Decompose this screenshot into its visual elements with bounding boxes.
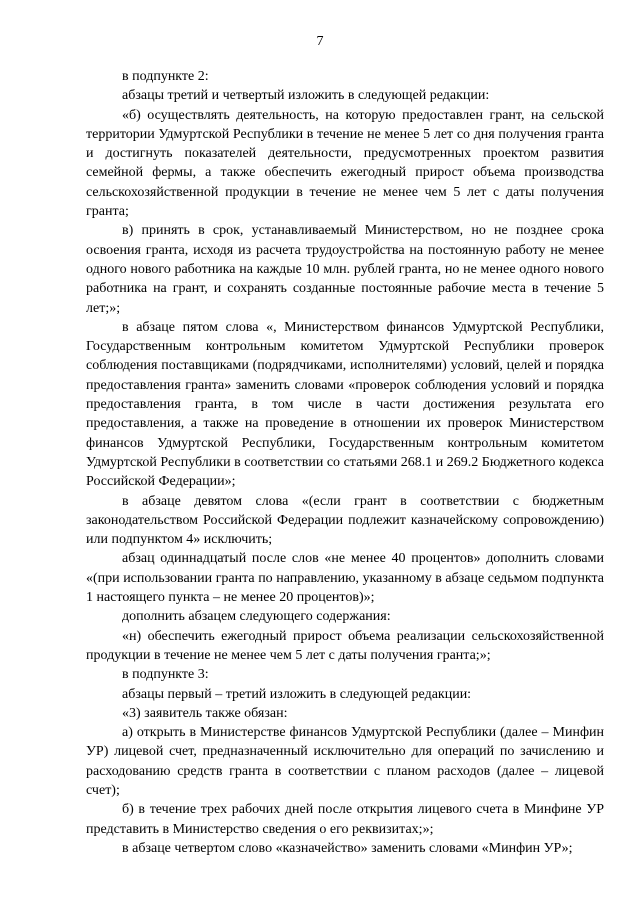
paragraph-1: в подпункте 2:	[122, 69, 209, 84]
paragraph-4: в) принять в срок, устанавливаемый Министерством, но не позднее срока освоения гранта, исходя из расчета трудоустройства на постоянную работу не менее одного нового работника на каждые 10 млн. рублей гранта, но не менее одного нового работника на грант, и сохранять созданные постоянные рабочие места в течение 5 лет;»;	[86, 223, 604, 316]
paragraph-12: «3) заявитель также обязан:	[122, 705, 288, 721]
paragraph-15: в абзаце четвертом слово «казначейство» заменить словами «Минфин УР»;	[122, 840, 573, 856]
paragraph-13: а) открыть в Министерстве финансов Удмуртской Республики (далее – Минфин УР) лицевой счет, предназначенный исключительно для операций по зачислению и расходованию средств гранта в соответствии с планом расходов (далее – лицевой счет);	[86, 725, 604, 798]
paragraph-3: «б) осуществлять деятельность, на которую предоставлен грант, на сельской территории Удмуртской Республики в течение не менее 5 лет со дня получения гранта и достигнуть показателей деятельности, предусмотренных проектом развития семейной фермы, а также обеспечить ежегодный прирост объема производства сельскохозяйственной продукции в течение не менее чем 5 лет с даты получения гранта;	[86, 107, 604, 220]
paragraph-14: б) в течение трех рабочих дней после открытия лицевого счета в Минфине УР представить в Министерство сведения о его реквизитах;»;	[86, 802, 604, 837]
document-body	[86, 67, 604, 858]
paragraph-5: в абзаце пятом слова «, Министерством финансов Удмуртской Республики, Государственным контрольным комитетом Удмуртской Республики проверок соблюдения поставщиками (подрядчиками, исполнителями) условий, целей и порядка предоставления гранта» заменить словами «проверок соблюдения условий и порядка предоставления гранта, в том числе в части достижения результата его предоставления, а также на проведение в отношении их проверок Министерством финансов Удмуртской Республики, Государственным контрольным комитетом Удмуртской Республики в соответствии со статьями 268.1 и 269.2 Бюджетного кодекса Российской Федерации»;	[86, 319, 604, 490]
paragraph-6: в абзаце девятом слова «(если грант в соответствии с бюджетным законодательством Российской Федерации подлежит казначейскому сопровождению) или подпунктом 4» исключить;	[86, 493, 604, 548]
paragraph-2: абзацы третий и четвертый изложить в следующей редакции:	[122, 88, 490, 104]
paragraph-9: «н) обеспечить ежегодный прирост объема реализации сельскохозяйственной продукции в течение не менее чем 5 лет с даты получения гранта;»;	[86, 628, 604, 663]
paragraph-11: абзацы первый – третий изложить в следующей редакции:	[122, 686, 472, 702]
paragraph-10: в подпункте 3:	[122, 667, 209, 683]
paragraph-8: дополнить абзацем следующего содержания:	[122, 609, 391, 625]
paragraph-7: абзац одиннадцатый после слов «не менее 40 процентов» дополнить словами «(при использовании гранта по направлению, указанному в абзаце седьмом подпункта 1 настоящего пункта – не менее 20 процентов)»;	[86, 551, 604, 606]
page-number: 7	[316, 34, 324, 49]
